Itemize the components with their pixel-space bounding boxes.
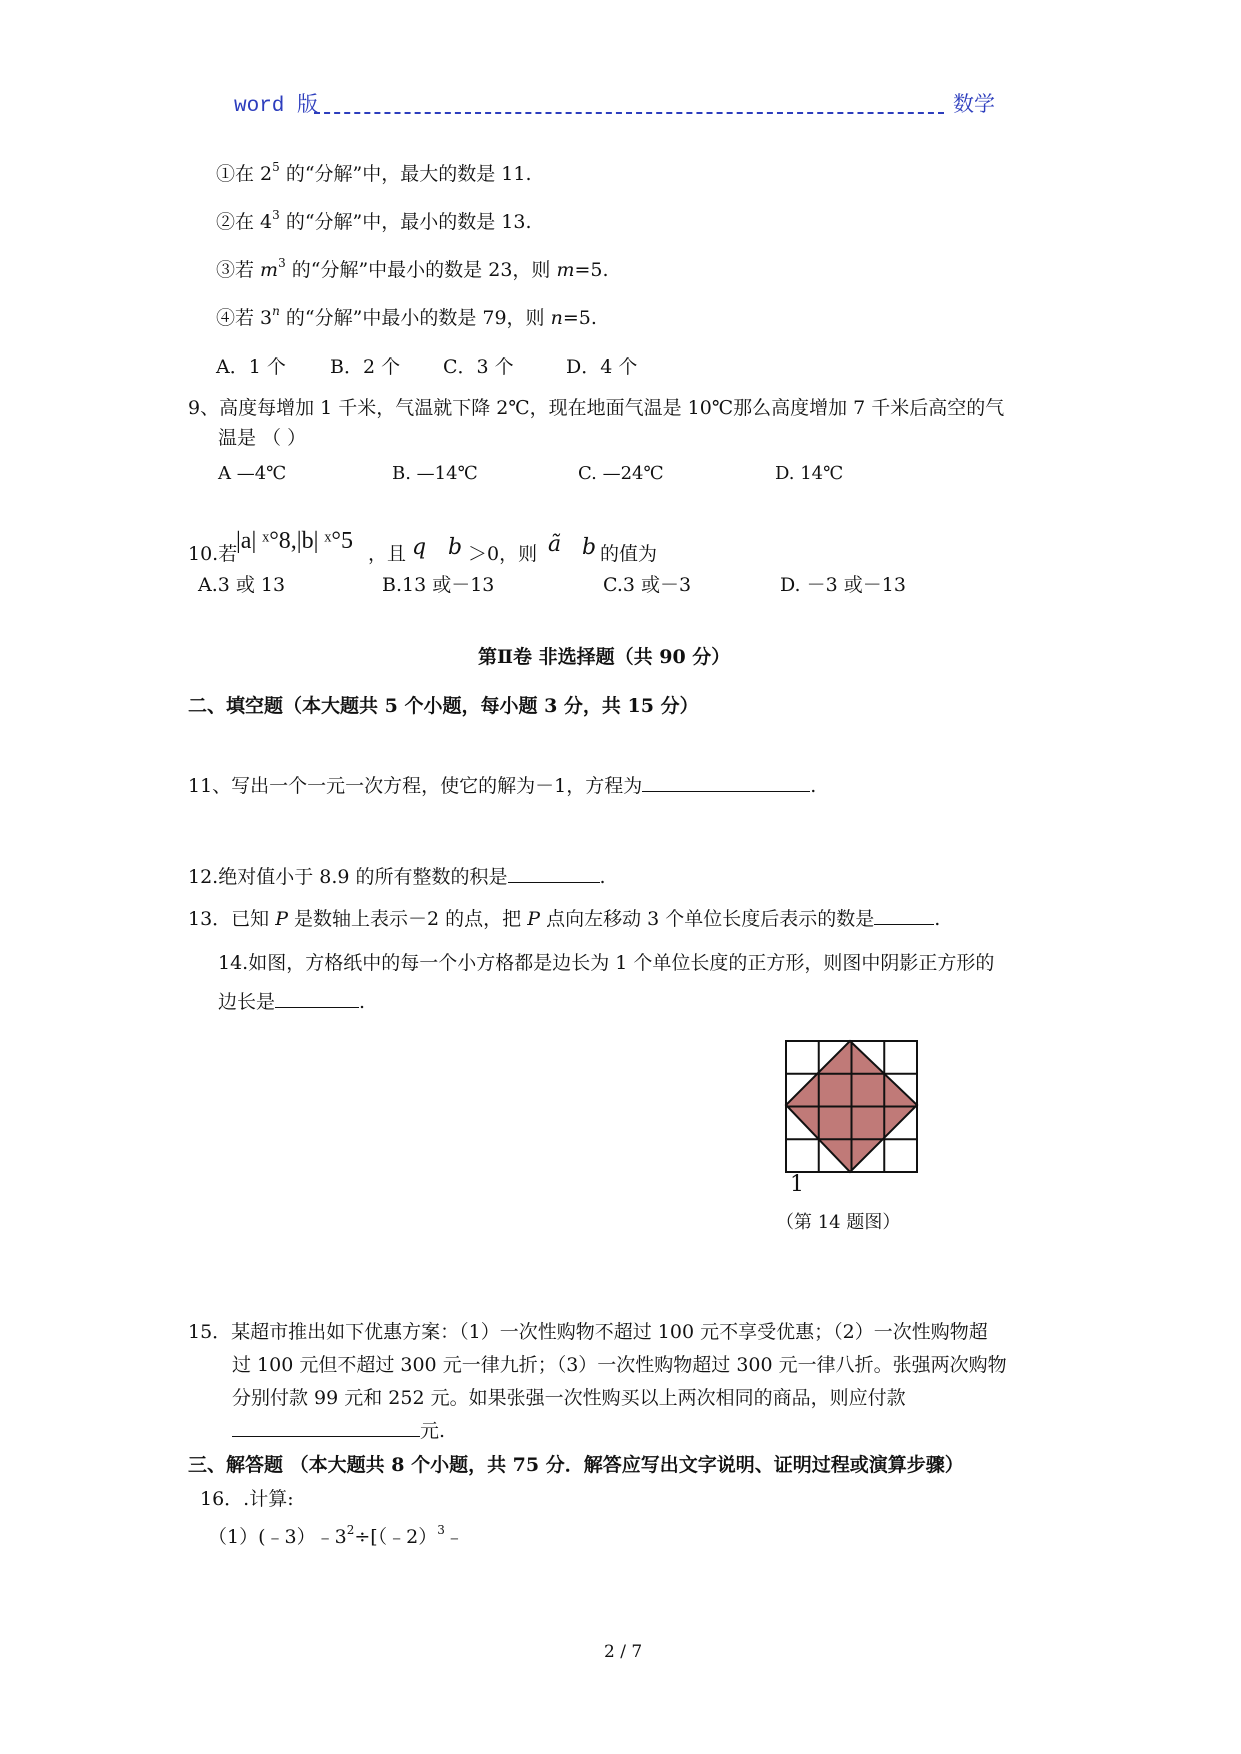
q9-option-c: C. —24℃ — [578, 463, 664, 484]
q10-val-a: ã — [548, 532, 562, 557]
q15-line-3: 分别付款 99 元和 252 元。如果张强一次性购买以上两次相同的商品，则应付款 — [232, 1387, 906, 1409]
q8-option-b: B．2 个 — [330, 356, 401, 378]
section-2-title: 第Ⅱ卷 非选择题（共 90 分） — [478, 646, 731, 668]
q9-option-d: D. 14℃ — [775, 463, 844, 484]
q10-prefix: 10.若 — [188, 543, 238, 565]
q11-answer-blank[interactable] — [642, 790, 810, 792]
figure-caption: （第 14 题图） — [776, 1212, 901, 1233]
q15-answer-blank[interactable] — [232, 1435, 420, 1437]
q10-suffix: 的值为 — [600, 543, 658, 565]
q10-abs-expression: |a| ˣ°8,|b| ˣ°5 — [236, 528, 353, 554]
q10-val-b: b — [582, 535, 597, 560]
q12: 12.绝对值小于 8.9 的所有整数的积是 . — [188, 866, 606, 888]
q10-middle: ，且 — [368, 543, 407, 565]
q15-line-4: 元. — [232, 1420, 445, 1443]
q8-statement-3: ③若 $m^3$ 的“分解”中最小的数是 23，则 m=5. — [216, 256, 609, 281]
grid-unit-label: 1 — [790, 1172, 804, 1197]
header-right: 数学 — [953, 95, 995, 118]
q10-cond-b: b — [448, 535, 463, 560]
grid-diagram — [783, 1038, 923, 1178]
q8-option-d: D．4 个 — [566, 356, 638, 378]
q13: 13．已知 P 是数轴上表示－2 的点，把 P 点向左移动 3 个单位长度后表示的数是 . — [188, 908, 941, 930]
q9-option-b: B. —14℃ — [392, 463, 478, 484]
fill-in-heading: 二、填空题（本大题共 5 个小题，每小题 3 分，共 15 分） — [188, 695, 699, 717]
q8-option-c: C．3 个 — [443, 356, 514, 378]
q8-statement-2: ②在 $4^3$ 的“分解”中，最小的数是 13. — [216, 208, 532, 233]
q9-line-1: 9、高度每增加 1 千米，气温就下降 2℃，现在地面气温是 10℃那么高度增加 7 千米后高空的气 — [188, 397, 1005, 419]
q14-line-1: 14.如图，方格纸中的每一个小方格都是边长为 1 个单位长度的正方形，则图中阴影正方形的 — [218, 952, 995, 974]
q13-answer-blank[interactable] — [874, 923, 934, 925]
q8-statement-1: ①在 $2^5$ 的“分解”中，最大的数是 11. — [216, 160, 532, 185]
q9-line-2: 温是 （ ） — [218, 427, 307, 449]
q14-line-2: 边长是 . — [218, 991, 366, 1013]
q10-cond-a: q — [412, 535, 427, 560]
q10-option-b: B.13 或－13 — [382, 574, 495, 596]
q9-option-a: A —4℃ — [218, 463, 287, 484]
q10-option-c: C.3 或－3 — [603, 574, 692, 596]
q10-option-d: D. －3 或－13 — [780, 574, 906, 596]
q15-line-2: 过 100 元但不超过 300 元一律九折；（3）一次性购物超过 300 元一律八折。张强两次购物 — [232, 1354, 1007, 1376]
q11: 11、写出一个一元一次方程，使它的解为－1，方程为 . — [188, 775, 817, 797]
q12-answer-blank[interactable] — [508, 881, 600, 883]
q8-statement-4: ④若 3$^n$ 的“分解”中最小的数是 79，则 n=5. — [216, 304, 597, 329]
header-divider — [314, 112, 944, 114]
q10-option-a: A.3 或 13 — [198, 574, 286, 596]
q16-label: 16．.计算: — [200, 1488, 294, 1510]
grid-lines — [786, 1041, 917, 1172]
q15-line-1: 15．某超市推出如下优惠方案：（1）一次性购物不超过 100 元不享受优惠；（2）一次性购物超 — [188, 1321, 988, 1343]
q14-answer-blank[interactable] — [275, 1006, 359, 1008]
header-left: word 版 — [234, 95, 319, 118]
answer-section-heading: 三、解答题 （本大题共 8 个小题，共 75 分．解答应写出文字说明、证明过程或演算步骤） — [188, 1454, 964, 1476]
q14-grid-figure — [783, 1038, 923, 1183]
page-number: 2 / 7 — [604, 1642, 643, 1662]
q16-expression: $(1)(﹣3)﹣3^2\div[(﹣2)^3﹣$ — [208, 1523, 464, 1548]
q8-option-a: A．1 个 — [216, 356, 286, 378]
q10-cond-rest: ＞0，则 — [468, 543, 538, 565]
